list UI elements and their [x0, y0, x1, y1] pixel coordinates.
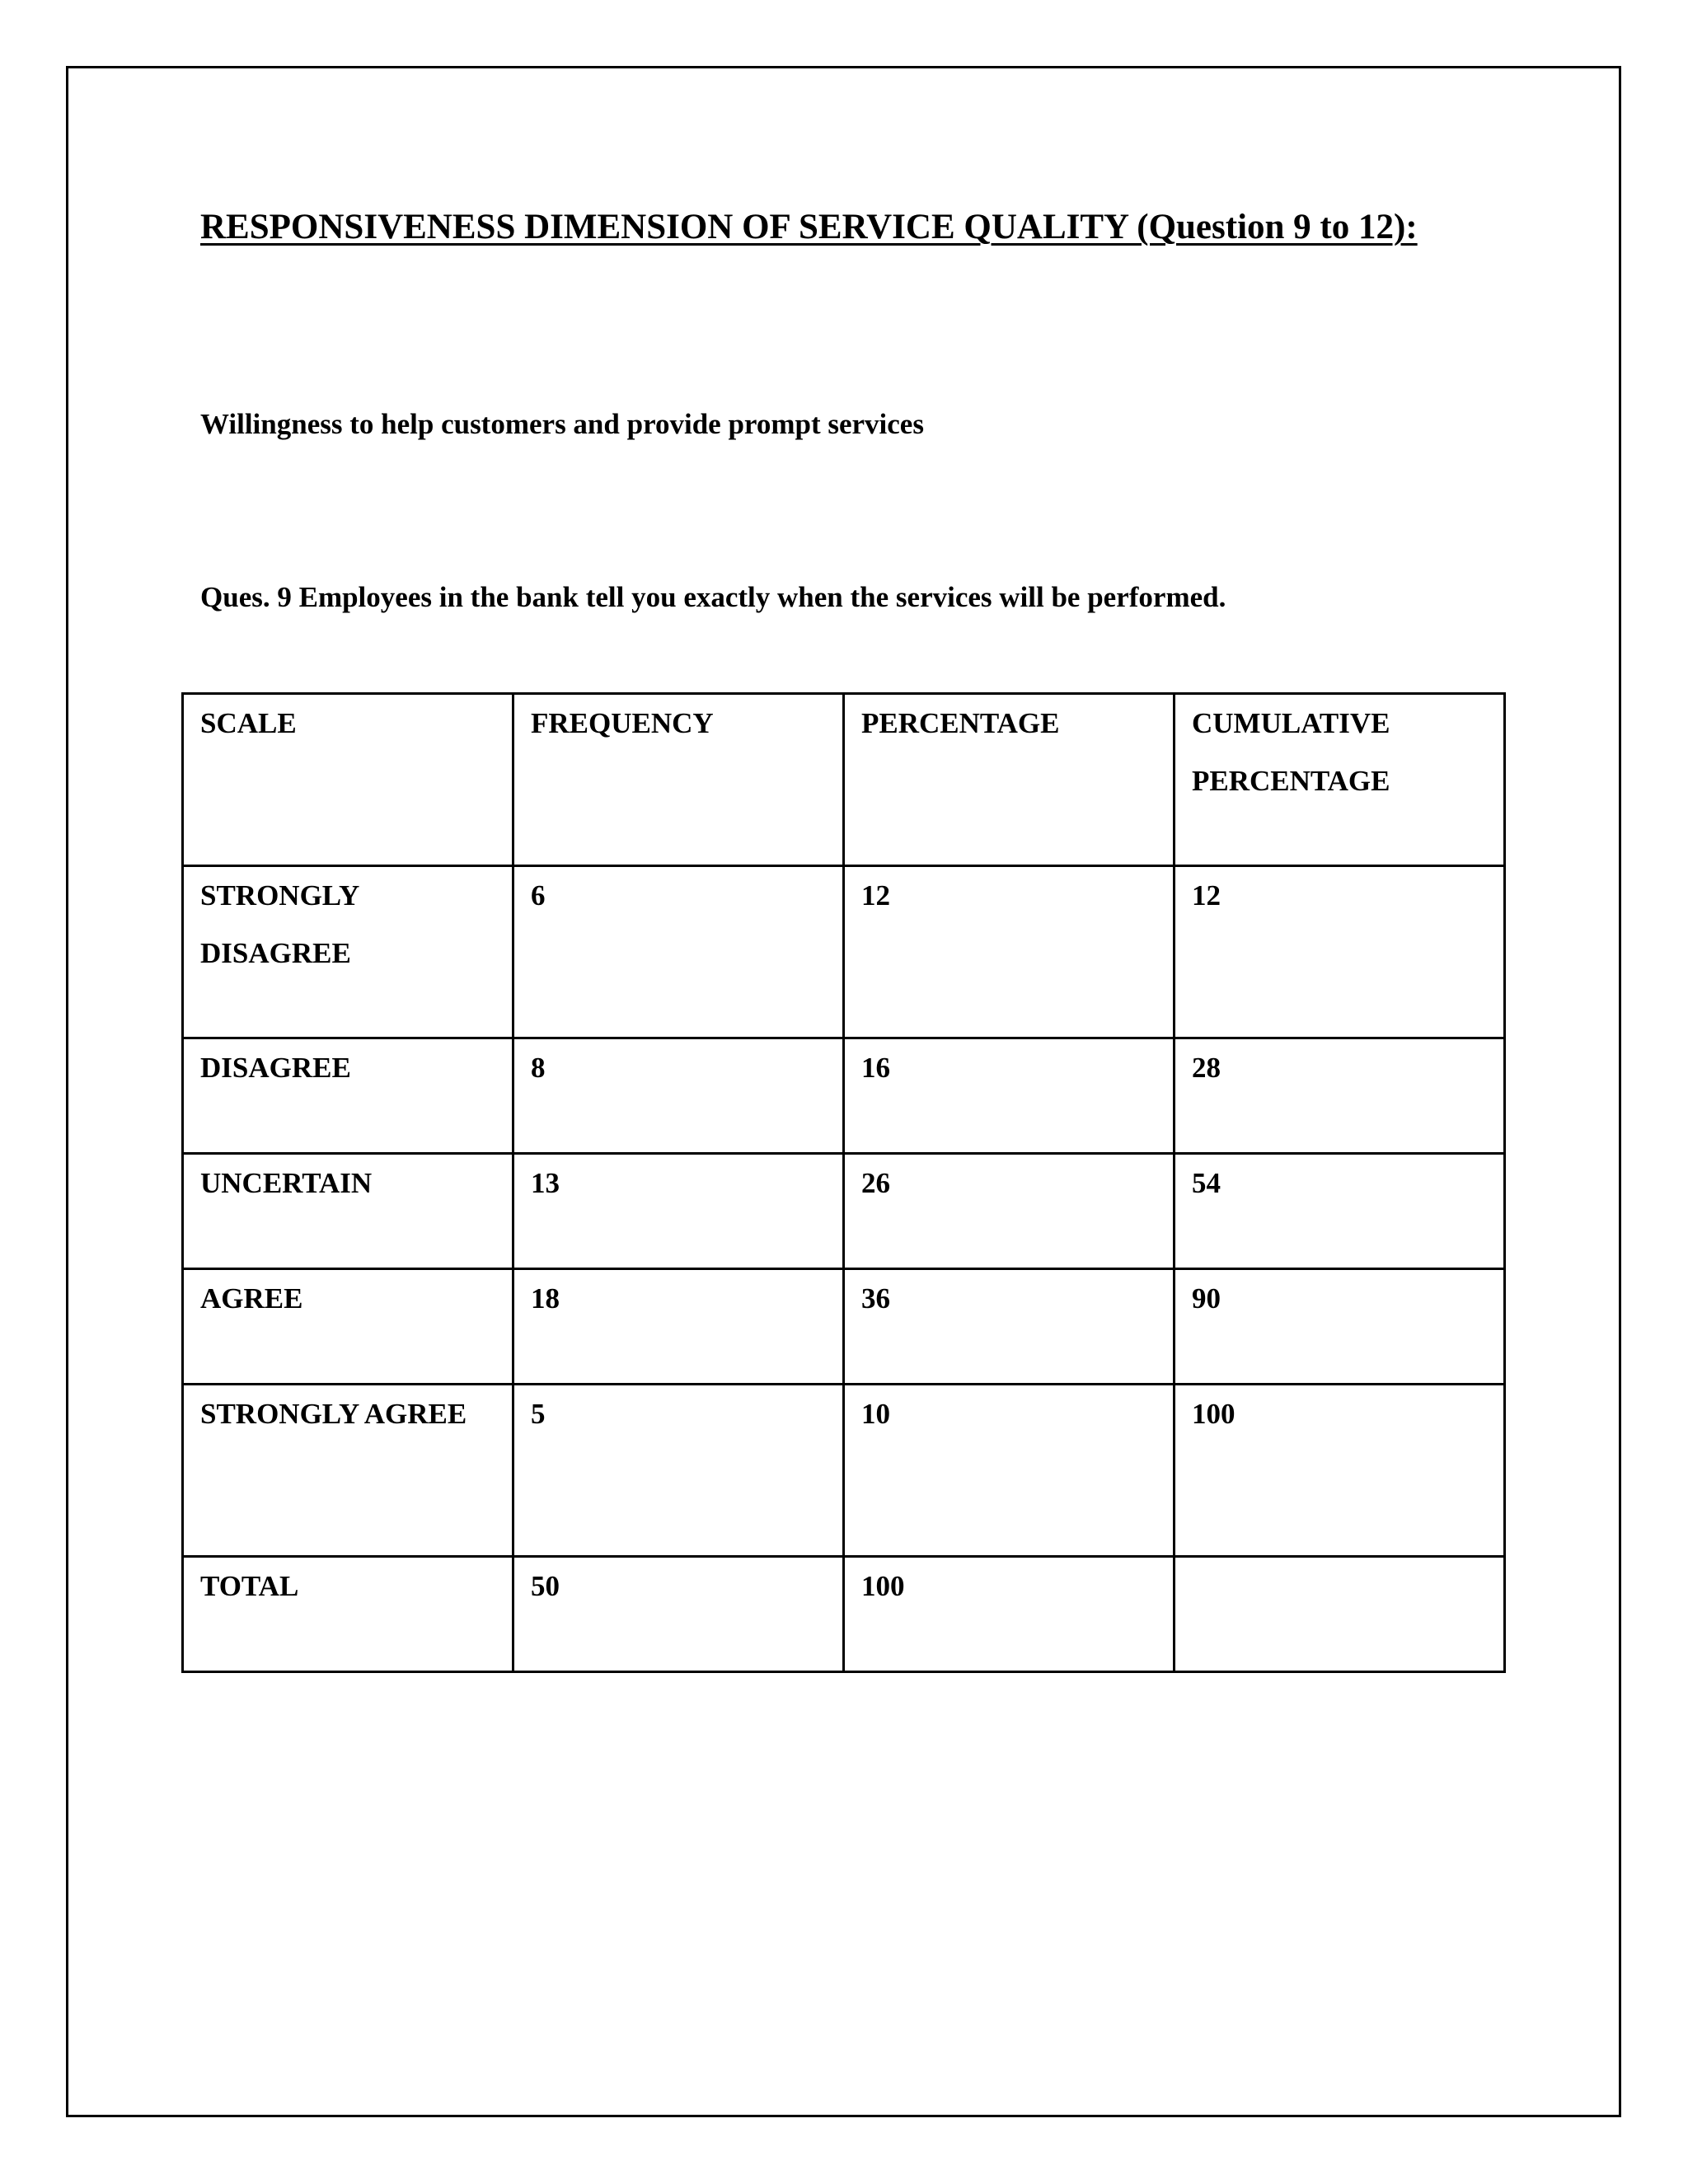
cell-percentage: 16 — [844, 1038, 1175, 1154]
table-row — [183, 1385, 1505, 1557]
header-frequency: FREQUENCY — [513, 694, 844, 866]
cell-cumulative: 100 — [1175, 1385, 1505, 1557]
table-header-row — [183, 694, 1505, 866]
cell-scale: STRONGLY DISAGREE — [183, 866, 513, 1038]
cell-frequency: 8 — [513, 1038, 844, 1154]
header-scale: SCALE — [183, 694, 513, 866]
frequency-table — [181, 692, 1506, 1673]
table-total-row — [183, 1557, 1505, 1672]
cell-percentage: 12 — [844, 866, 1175, 1038]
section-heading: RESPONSIVENESS DIMENSION OF SERVICE QUALITY (Question 9 to 12): — [200, 208, 1418, 246]
cell-percentage: 10 — [844, 1385, 1175, 1557]
cell-cumulative: 90 — [1175, 1269, 1505, 1385]
table-row — [183, 1038, 1505, 1154]
cell-scale: AGREE — [183, 1269, 513, 1385]
cell-frequency: 50 — [513, 1557, 844, 1672]
cell-scale: TOTAL — [183, 1557, 513, 1672]
table-row — [183, 866, 1505, 1038]
table-row — [183, 1269, 1505, 1385]
cell-cumulative: 12 — [1175, 866, 1505, 1038]
section-subtitle: Willingness to help customers and provide prompt services — [200, 408, 924, 440]
cell-cumulative — [1175, 1557, 1505, 1672]
cell-cumulative: 54 — [1175, 1154, 1505, 1269]
cell-frequency: 18 — [513, 1269, 844, 1385]
cell-percentage: 100 — [844, 1557, 1175, 1672]
header-percentage: PERCENTAGE — [844, 694, 1175, 866]
cell-cumulative: 28 — [1175, 1038, 1505, 1154]
header-cumulative-percentage: CUMULATIVE PERCENTAGE — [1175, 694, 1505, 866]
table-row — [183, 1154, 1505, 1269]
cell-frequency: 6 — [513, 866, 844, 1038]
question-text: Ques. 9 Employees in the bank tell you exactly when the services will be performed. — [200, 581, 1226, 613]
cell-scale: DISAGREE — [183, 1038, 513, 1154]
cell-frequency: 5 — [513, 1385, 844, 1557]
cell-percentage: 36 — [844, 1269, 1175, 1385]
cell-percentage: 26 — [844, 1154, 1175, 1269]
cell-scale: UNCERTAIN — [183, 1154, 513, 1269]
cell-scale: STRONGLY AGREE — [183, 1385, 513, 1557]
cell-frequency: 13 — [513, 1154, 844, 1269]
